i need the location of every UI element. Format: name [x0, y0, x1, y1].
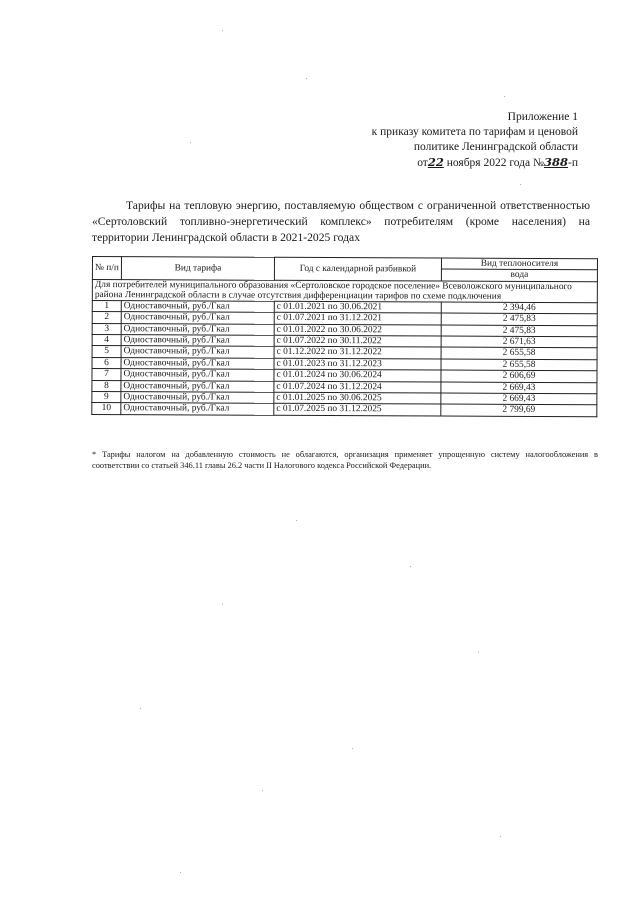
row-type: Одноставочный, руб./Гкал	[121, 335, 274, 347]
annex-date-line	[372, 155, 578, 171]
row-period: с 01.07.2024 по 31.12.2024	[274, 381, 441, 393]
row-type: Одноставочный, руб./Гкал	[121, 312, 274, 324]
row-num: 2	[92, 312, 121, 324]
scan-speck	[504, 96, 505, 97]
row-value: 2 799,69	[441, 404, 597, 416]
row-value: 2 655,58	[441, 347, 597, 359]
annex-line-3: политике Ленинградской области	[413, 141, 578, 153]
scan-speck	[222, 604, 223, 605]
row-period: с 01.01.2024 по 30.06.2024	[274, 370, 441, 382]
row-num: 7	[92, 369, 121, 381]
row-period: с 01.01.2021 по 30.06.2021	[274, 301, 441, 313]
scan-speck	[306, 78, 307, 79]
scan-speck	[352, 748, 353, 749]
scan-speck	[410, 566, 411, 567]
row-period: с 01.07.2022 по 30.11.2022	[274, 335, 441, 347]
row-value: 2 671,63	[441, 336, 597, 348]
row-num: 6	[92, 357, 121, 369]
row-type: Одноставочный, руб./Гкал	[121, 346, 274, 358]
scan-speck	[222, 30, 223, 31]
row-num: 4	[92, 335, 121, 347]
row-period: с 01.01.2025 по 30.06.2025	[274, 392, 441, 404]
handwritten-order-number: 388	[544, 155, 569, 169]
scan-speck	[180, 872, 181, 873]
scan-speck	[520, 184, 521, 185]
row-period: с 01.12.2022 по 31.12.2022	[274, 347, 441, 359]
header-water: вода	[441, 269, 597, 281]
header-type: Вид тарифа	[121, 257, 274, 280]
row-type: Одноставочный, руб./Гкал	[121, 403, 274, 415]
row-num: 5	[92, 346, 121, 358]
annex-header	[372, 110, 578, 171]
scan-speck	[478, 652, 479, 653]
row-value: 2 394,46	[441, 302, 597, 314]
row-type: Одноставочный, руб./Гкал	[121, 369, 274, 381]
scan-speck	[296, 520, 297, 521]
scan-speck	[262, 790, 263, 791]
row-period: с 01.07.2025 по 31.12.2025	[274, 404, 441, 416]
row-num: 9	[92, 392, 121, 404]
row-type: Одноставочный, руб./Гкал	[121, 357, 274, 369]
document-title-text: Тарифы на тепловую энергию, поставляемую обществом с ограниченной ответственностью «Сертоловский топливно-энергетический комплекс» потребителям (кроме населения) на территории Ленинградской области в 2021-2025 годах	[92, 199, 590, 244]
footnote: * Тарифы налогом на добавленную стоимость не облагаются, организация применяет упрощенную систему налогообложения в соответствии со статьей 346.11 главы 26.2 части II Налогового кодекса Российской Федерации.	[92, 450, 598, 470]
row-num: 8	[92, 380, 121, 392]
group-label: Для потребителей муниципального образования «Сертоловское городское поселение» Всеволожского муниципального района Ленинградской области в случае отсутствия дифференциации тарифов по схеме подключения	[92, 279, 597, 302]
row-num: 10	[92, 403, 121, 415]
row-type: Одноставочный, руб./Гкал	[121, 300, 274, 312]
row-value: 2 606,69	[441, 370, 597, 382]
row-period: с 01.07.2021 по 31.12.2021	[274, 313, 441, 325]
row-num: 3	[92, 323, 121, 335]
handwritten-day: 22	[427, 155, 444, 169]
date-month-year: ноября 2022 года №	[446, 157, 544, 169]
row-type: Одноставочный, руб./Гкал	[121, 392, 274, 404]
scan-speck	[190, 142, 191, 143]
row-type: Одноставочный, руб./Гкал	[121, 323, 274, 335]
row-value: 2 669,43	[441, 382, 597, 394]
row-period: с 01.01.2023 по 31.12.2023	[274, 358, 441, 370]
annex-line-1: Приложение 1	[507, 111, 578, 123]
scan-speck	[140, 708, 141, 709]
row-value: 2 475,83	[441, 313, 597, 325]
scan-speck	[500, 836, 501, 837]
date-suffix: -п	[568, 157, 578, 169]
row-value: 2 669,43	[441, 393, 597, 405]
row-value: 2 655,58	[441, 359, 597, 371]
table-row	[92, 403, 597, 417]
header-carrier: Вид теплоносителя	[441, 258, 597, 270]
row-period: с 01.01.2022 по 30.06.2022	[274, 324, 441, 336]
header-period: Год с календарной разбивкой	[274, 257, 441, 281]
header-num: № п/п	[92, 257, 121, 280]
row-value: 2 475,83	[441, 325, 597, 337]
row-num: 1	[92, 300, 121, 312]
tariff-table	[91, 256, 598, 417]
date-prefix: от	[417, 157, 428, 169]
document-title	[92, 198, 590, 246]
row-type: Одноставочный, руб./Гкал	[121, 380, 274, 392]
annex-line-2: к приказу комитета по тарифам и ценовой	[371, 126, 578, 138]
